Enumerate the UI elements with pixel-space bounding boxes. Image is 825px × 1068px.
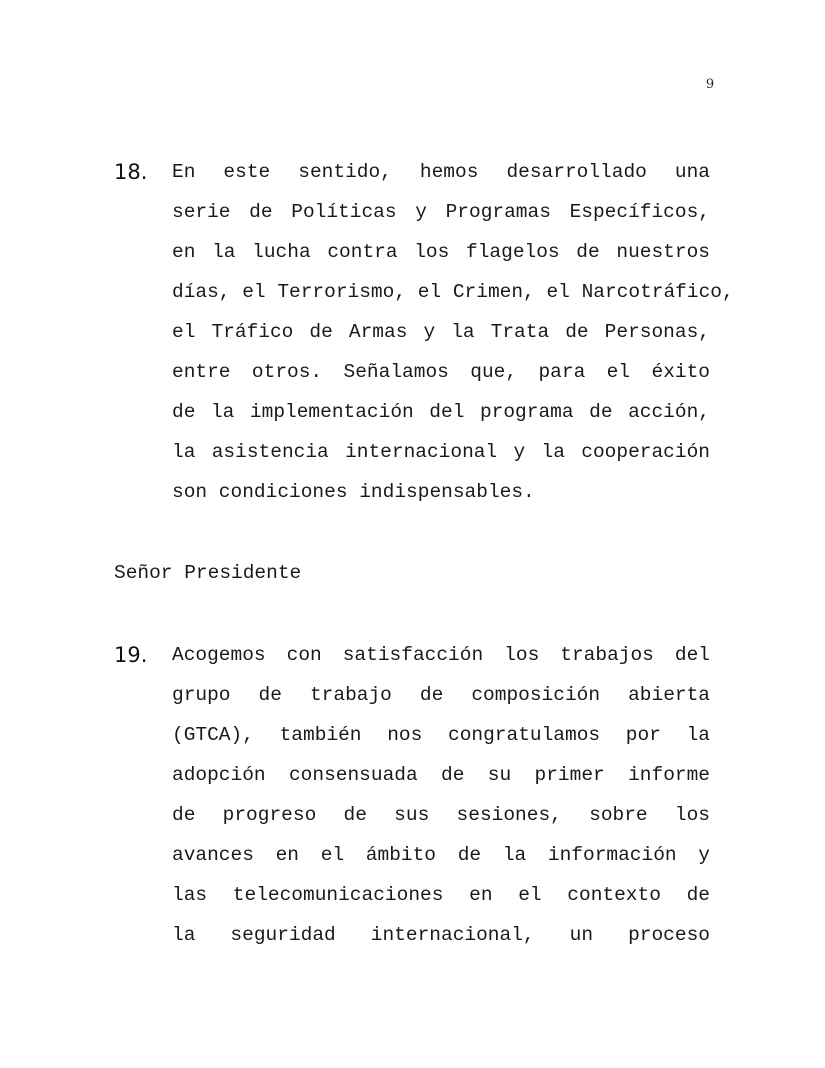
text-line: adopción consensuada de su primer informe xyxy=(172,764,710,786)
text-line: la seguridad internacional, un proceso xyxy=(172,924,710,946)
text-line: avances en el ámbito de la información y xyxy=(172,844,710,866)
text-line: serie de Políticas y Programas Específicos, xyxy=(172,201,710,223)
paragraph-body xyxy=(172,152,734,512)
text-line: de la implementación del programa de acción, xyxy=(172,401,710,423)
paragraph-19 xyxy=(114,635,714,955)
text-line: el Tráfico de Armas y la Trata de Personas, xyxy=(172,321,710,343)
text-line: (GTCA), también nos congratulamos por la xyxy=(172,724,710,746)
text-line: Acogemos con satisfacción los trabajos del xyxy=(172,644,710,666)
text-line: las telecomunicaciones en el contexto de xyxy=(172,884,710,906)
text-line: días, el Terrorismo, el Crimen, el Narcotráfico, xyxy=(172,281,734,303)
paragraph-18 xyxy=(114,152,734,512)
text-line: entre otros. Señalamos que, para el éxito xyxy=(172,361,710,383)
text-line: la asistencia internacional y la cooperación xyxy=(172,441,710,463)
text-line: En este sentido, hemos desarrollado una xyxy=(172,161,710,183)
text-line: de progreso de sus sesiones, sobre los xyxy=(172,804,710,826)
salutation: Señor Presidente xyxy=(114,562,302,584)
text-line: grupo de trabajo de composición abierta xyxy=(172,684,710,706)
paragraph-number: 18. xyxy=(114,160,148,184)
text-line: en la lucha contra los flagelos de nuestros xyxy=(172,241,710,263)
text-line: son condiciones indispensables. xyxy=(172,481,535,503)
paragraph-number: 19. xyxy=(114,643,148,667)
paragraph-body xyxy=(172,635,710,955)
page-number: 9 xyxy=(705,77,715,92)
